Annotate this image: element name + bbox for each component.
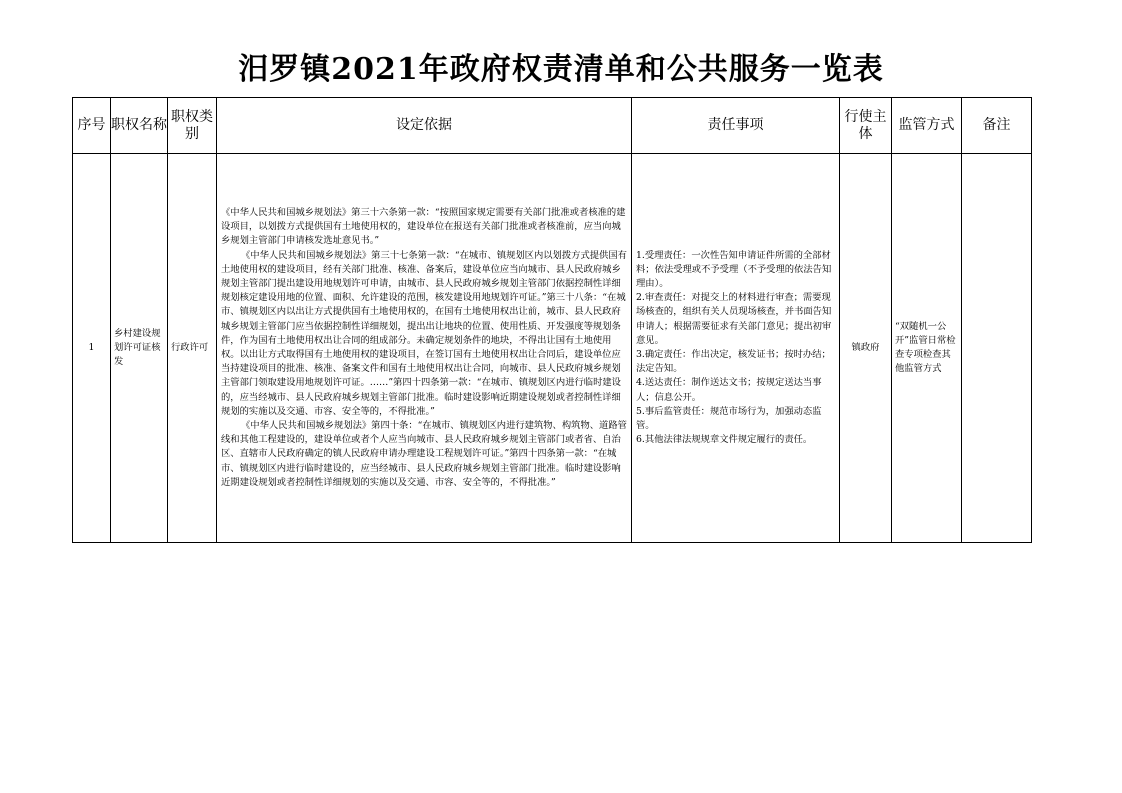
duty-item: 3.确定责任：作出决定，核发证书；按时办结；法定告知。 (636, 349, 831, 375)
cell-duties (632, 154, 840, 543)
table-row (73, 154, 1032, 543)
cell-subject: 镇政府 (840, 154, 892, 543)
table-header-row (73, 98, 1032, 154)
basis-paragraph: 《中华人民共和国城乡规划法》第四十条：“在城市、镇规划区内进行建筑物、构筑物、道路管线和其他工程建设的，建设单位或者个人应当向城市、县人民政府城乡规划主管部门或者省、自治区、直辖市人民政府确定的镇人民政府申请办理建设工程规划许可证。”第四十四条第一款：“在城市、镇规划区内进行临时建设的，应当经城市、县人民政府城乡规划主管部门批准。临时建设影响近期建设规划或者控制性详细规划的实施以及交通、市容、安全等的，不得批准。” (221, 420, 627, 488)
header-subject: 行使主体 (840, 98, 892, 154)
cell-remark (962, 154, 1032, 543)
page-title: 汨罗镇2021年政府权责清单和公共服务一览表 (238, 52, 884, 87)
duty-item: 2.审查责任：对提交上的材料进行审查；需要现场核查的，组织有关人员现场核查，并书面告知申请人；根据需要征求有关部门意见；提出初审意见。 (636, 292, 832, 346)
cell-basis (217, 154, 632, 543)
header-type: 职权类别 (168, 98, 217, 154)
cell-supervision-text: “双随机一公开”监管日常检查专项检查其他监管方式 (895, 320, 956, 375)
cell-no: 1 (73, 154, 111, 543)
header-duties: 责任事项 (632, 98, 840, 154)
cell-name (111, 154, 168, 543)
header-no: 序号 (73, 98, 111, 154)
cell-name-text: 乡村建设规划许可证核发 (114, 327, 161, 368)
header-name: 职权名称 (111, 98, 168, 154)
duty-item: 4.送达责任：制作送达文书；按规定送达当事人；信息公开。 (636, 377, 822, 403)
header-supervision: 监管方式 (892, 98, 962, 154)
cell-type (168, 154, 217, 543)
basis-paragraph: 《中华人民共和国城乡规划法》第三十七条第一款：“在城市、镇规划区内以划拨方式提供国有土地使用权的建设项目，经有关部门批准、核准、备案后，建设单位应当向城市、县人民政府城乡规划主管部门提出建设用地规划许可申请，由城市、县人民政府城乡规划主管部门依据控制性详细规划核定建设用地的位置、面积、允许建设的范围，核发建设用地规划许可证。”第三十八条：“在城市、镇规划区内以出让方式提供国有土地使用权的，在国有土地使用权出让前，城市、县人民政府城乡规划主管部门应当依据控制性详细规划，提出出让地块的位置、使用性质、开发强度等规划条件，作为国有土地使用权出让合同的组成部分。未确定规划条件的地块，不得出让国有土地使用权。以出让方式取得国有土地使用权的建设项目，在签订国有土地使用权出让合同后，建设单位应当持建设项目的批准、核准、备案文件和国有土地使用权出让合同，向城市、县人民政府城乡规划主管部门领取建设用地规划许可证。……”第四十四条第一款：“在城市、镇规划区内进行临时建设的，应当经城市、县人民政府城乡规划主管部门批准。临时建设影响近期建设规划或者控制性详细规划的实施以及交通、市容、安全等的，不得批准。” (221, 249, 627, 417)
duty-item: 1.受理责任：一次性告知申请证件所需的全部材料；依法受理或不予受理（不予受理的依法告知理由）。 (636, 249, 832, 289)
cell-supervision (892, 154, 962, 543)
duty-item: 5.事后监管责任：规范市场行为，加强动态监管。 (636, 405, 822, 432)
basis-paragraph: 《中华人民共和国城乡规划法》第三十六条第一款：“按照国家规定需要有关部门批准或者核准的建设项目，以划拨方式提供国有土地使用权的，建设单位在报送有关部门批准或者核准前，应当向城乡规划主管部门申请核发选址意见书。” (221, 206, 626, 247)
authority-table (72, 97, 1032, 543)
duty-item: 6.其他法律法规规章文件规定履行的责任。 (636, 434, 813, 446)
header-remark: 备注 (962, 98, 1032, 154)
header-basis: 设定依据 (217, 98, 632, 154)
cell-type-text: 行政许可 (171, 341, 209, 353)
